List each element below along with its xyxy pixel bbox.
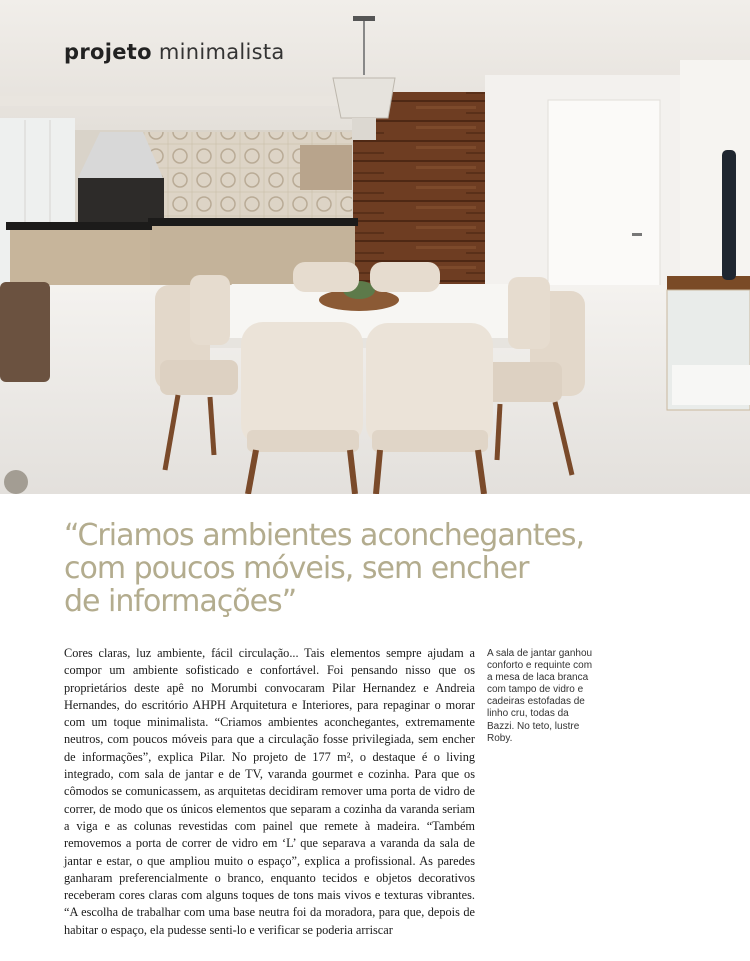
pull-quote-line: “Criamos ambientes aconchegantes, [64, 518, 585, 553]
section-header [64, 40, 285, 64]
section-title-light: minimalista [158, 40, 285, 64]
article-body [64, 645, 475, 939]
pull-quote [64, 519, 704, 618]
section-title-bold: projeto [64, 40, 152, 64]
pull-quote-line: com poucos móveis, sem encher [64, 551, 529, 586]
article-paragraph: Cores claras, luz ambiente, fácil circulação... Tais elementos sempre ajudam a compor um ambiente sofisticado e confortável. Foi pensando nisso que os proprietários deste apê no Morumbi convocaram Pilar Hernandez e Andreia Hernandes, do escritório AHPH Arquitetura e Interiores, para repaginar o morar com um toque minimalista. “Criamos ambientes aconchegantes, extremamente neutros, com poucos móveis para que a circulação fosse privilegiada, sem encher de informações”, explica Pilar. No projeto de 177 m², o destaque é o living integrado, com sala de jantar e de TV, varanda gourmet e cozinha. Para que os cômodos se comunicassem, as arquitetas decidiram remover uma porta de vidro de correr, de modo que os únicos elementos que separam a cozinha da varanda seriam a viga e as colunas revestidas com painel que remete à madeira. “Também removemos a porta de correr de vidro em ‘L’ que separava a varanda da sala de jantar e estar, o que ampliou muito o espaço”, explica a profissional. As paredes ganharam preferencialmente o branco, enquanto tecidos e objetos decorativos receberam cores claras com alguns toques de tons mais vivos e texturas vibrantes. “A escolha de trabalhar com uma base neutra foi da moradora, para que, depois de habitar o espaço, ela pudesse senti-lo e verificar se poderia arriscar [64, 646, 475, 937]
pull-quote-line: de informações” [64, 584, 297, 619]
photo-caption: A sala de jantar ganhou conforto e requinte com a mesa de laca branca com tampo de vidro e cadeiras estofadas de linho cru, todas da Bazzi. No teto, lustre Roby. [487, 648, 593, 744]
